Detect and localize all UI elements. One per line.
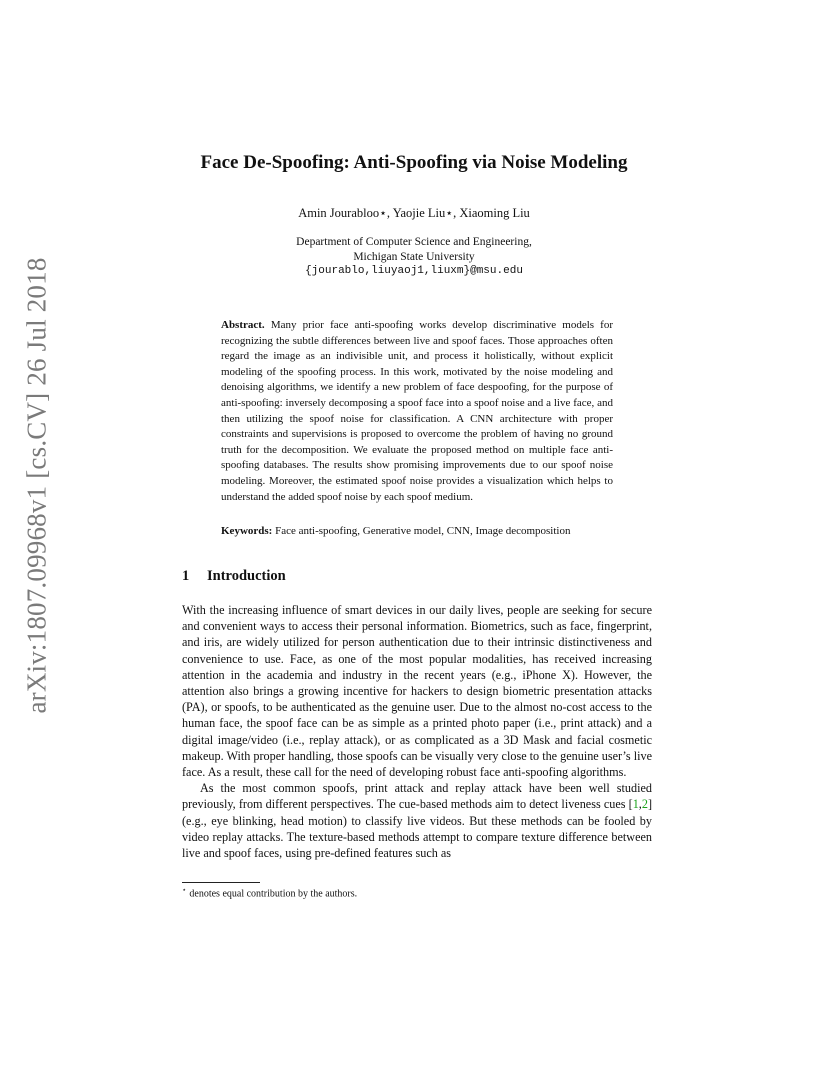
author-list: Amin Jourabloo⋆, Yaojie Liu⋆, Xiaoming Liu [298, 206, 530, 220]
arxiv-identifier-text: arXiv:1807.09968v1 [cs.CV] 26 Jul 2018 [21, 256, 52, 714]
arxiv-identifier-stamp [21, 256, 52, 714]
paragraph-2 [182, 780, 652, 861]
section-title: Introduction [207, 568, 286, 584]
citation-open-bracket: [ [628, 797, 633, 812]
abstract-text: Many prior face anti-spoofing works develop discriminative models for recognizing the subtle differences between live and spoof faces. Those approaches often regard the image as an indivisible unit, and process it holistically, without explicit modeling of the spoofing process. In this work, motivated by the noise modeling and denoising algorithms, we identify a new problem of face despoofing, for the purpose of anti-spoofing: inversely decomposing a spoof face into a spoof noise and a live face, and then utilizing the spoof noise for classification. A CNN architecture with proper constraints and supervisions is proposed to overcome the problem of having no ground truth for the decomposition. We evaluate the proposed method on multiple face anti-spoofing databases. The results show promising improvements due to our spoof noise modeling. Moreover, the estimated spoof noise provides a visualization which helps to understand the added spoof noise by each spoof medium. [221, 319, 613, 503]
paragraph-2-before-citation: As the most common spoofs, print attack and replay attack have been well studied previously, from different perspectives. The cue-based methods aim to detect liveness cues [182, 781, 652, 812]
abstract-block [221, 318, 613, 505]
email-line: {jourablo,liuyaoj1,liuxm}@msu.edu [305, 265, 523, 277]
citation-separator: , [638, 797, 642, 812]
keywords-label: Keywords: [221, 525, 273, 537]
paragraph-2-after-citation: (e.g., eye blinking, head motion) to classify live videos. But these methods can be fooled by video replay attacks. The texture-based methods attempt to compare texture difference between live and spoof faces, using pre-defined features such as [182, 813, 652, 861]
citation-close-bracket: ] [647, 797, 652, 812]
keywords-text: Face anti-spoofing, Generative model, CNN, Image decomposition [275, 525, 571, 537]
paragraph-1: With the increasing influence of smart devices in our daily lives, people are seeking for secure and convenient ways to access their personal information. Biometrics, such as face, fingerprint, and iris, are widely utilized for person authentication due to their intrinsic distinctiveness and convenience to use. Face, as one of the most popular modalities, has received increasing attention in the academia and industry in the recent years (e.g., iPhone X). However, the attention also brings a growing incentive for hackers to design biometric presentation attacks (PA), or spoofs, to be authenticated as the genuine user. Due to the almost no-cost access to the human face, the spoof face can be as simple as a printed photo paper (i.e., print attack) and a digital image/video (i.e., replay attack), or as complicated as a 3D Mask and facial cosmetic makeup. With proper handling, those spoofs can be visually very close to the genuine user’s live face. As a result, these call for the need of developing robust face anti-spoofing algorithms. [182, 603, 652, 780]
abstract-label: Abstract. [221, 319, 265, 331]
footnote-mark: ⋆ [182, 886, 187, 894]
footnote-text: denotes equal contribution by the authors. [189, 888, 358, 900]
affiliation-block [0, 235, 828, 279]
section-number: 1 [182, 568, 190, 584]
introduction-body [182, 602, 652, 861]
department-line: Department of Computer Science and Engineering, [296, 236, 532, 248]
section-heading-introduction [182, 568, 286, 585]
keywords-block [221, 524, 621, 539]
paper-title: Face De-Spoofing: Anti-Spoofing via Noise Modeling [200, 152, 628, 173]
citation-link-2[interactable]: 2 [641, 797, 648, 812]
university-line: Michigan State University [353, 250, 475, 263]
citation-link-1[interactable]: 1 [632, 797, 639, 812]
footnote [182, 886, 357, 899]
footnote-divider [182, 882, 260, 883]
